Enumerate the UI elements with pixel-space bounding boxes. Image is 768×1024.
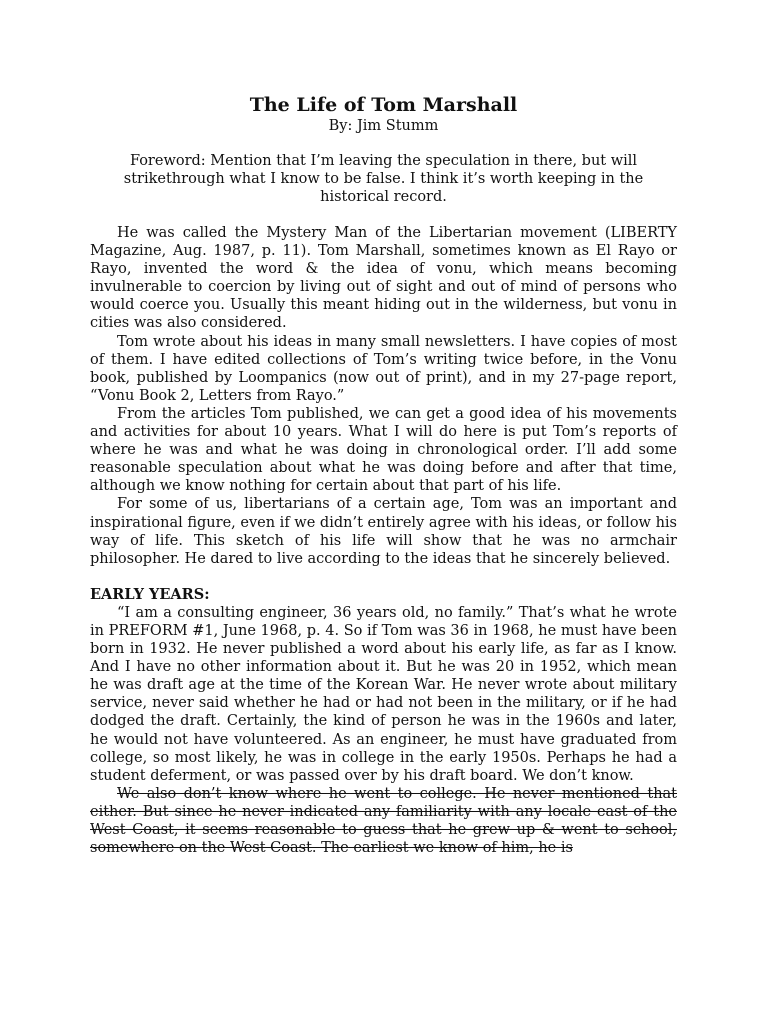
document-byline: By: Jim Stumm [328, 118, 439, 134]
body-paragraph-4: For some of us, libertarians of a certain age, Tom was an important and inspirational figure, even if we didn’t entirely agree with his ideas, or follow his way of life. This sketch of his life will show that he was no armchair philosopher. He dared to live according to the ideas that he sincerely believed. [90, 496, 677, 567]
body-paragraph-1: He was called the Mystery Man of the Libertarian movement (LIBERTY Magazine, Aug. 1987, p. 11). Tom Marshall, sometimes known as El Rayo or Rayo, invented the word & the idea of vonu, which means becoming invulnerable to coercion by living out of sight and out of mind of persons who would coerce you. Usually this meant hiding out in the wilderness, but vonu in cities was also considered. [90, 225, 677, 332]
document-page [90, 93, 677, 857]
document-title: The Life of Tom Marshall [249, 94, 518, 116]
body-paragraph-3: From the articles Tom published, we can get a good idea of his movements and activities for about 10 years. What I will do here is put Tom’s reports of where he was and what he was doing in chronological order. I’ll add some reasonable speculation about what he was doing before and after that time, although we know nothing for certain about that part of his life. [90, 405, 677, 495]
body-paragraph-2: Tom wrote about his ideas in many small newsletters. I have copies of most of them. I have edited collections of Tom’s writing twice before, in the Vonu book, published by Loompanics (now out of print), and in my 27-page report, “Vonu Book 2, Letters from Rayo.” [90, 333, 677, 404]
foreword-note: Foreword: Mention that I’m leaving the speculation in there, but will strikethrough what I know to be false. I think it’s worth keeping in the historical record. [123, 153, 644, 205]
early-years-struck-paragraph: We also don’t know where he went to college. He never mentioned that either. But since he never indicated any familiarity with any locale east of the West Coast, it seems reasonable to guess that he grew up & went to school, somewhere on the West Coast. The earliest we know of him, he is [90, 785, 677, 857]
section-heading-early-years: EARLY YEARS: [90, 585, 210, 603]
early-years-paragraph-1: “I am a consulting engineer, 36 years old, no family.” That’s what he wrote in PREFORM #1, June 1968, p. 4. So if Tom was 36 in 1968, he must have been born in 1932. He never published a word about his early life, as far as I know. And I have no other information about it. But he was 20 in 1952, which mean he was draft age at the time of the Korean War. He never wrote about military service, never said whether he had or had not been in the military, or if he had dodged the draft. Certainly, the kind of person he was in the 1960s and later, he would not have volunteered. As an engineer, he must have graduated from college, so most likely, he was in college in the early 1950s. Perhaps he had a student deferment, or was passed over by his draft board. We don’t know. [90, 604, 677, 784]
